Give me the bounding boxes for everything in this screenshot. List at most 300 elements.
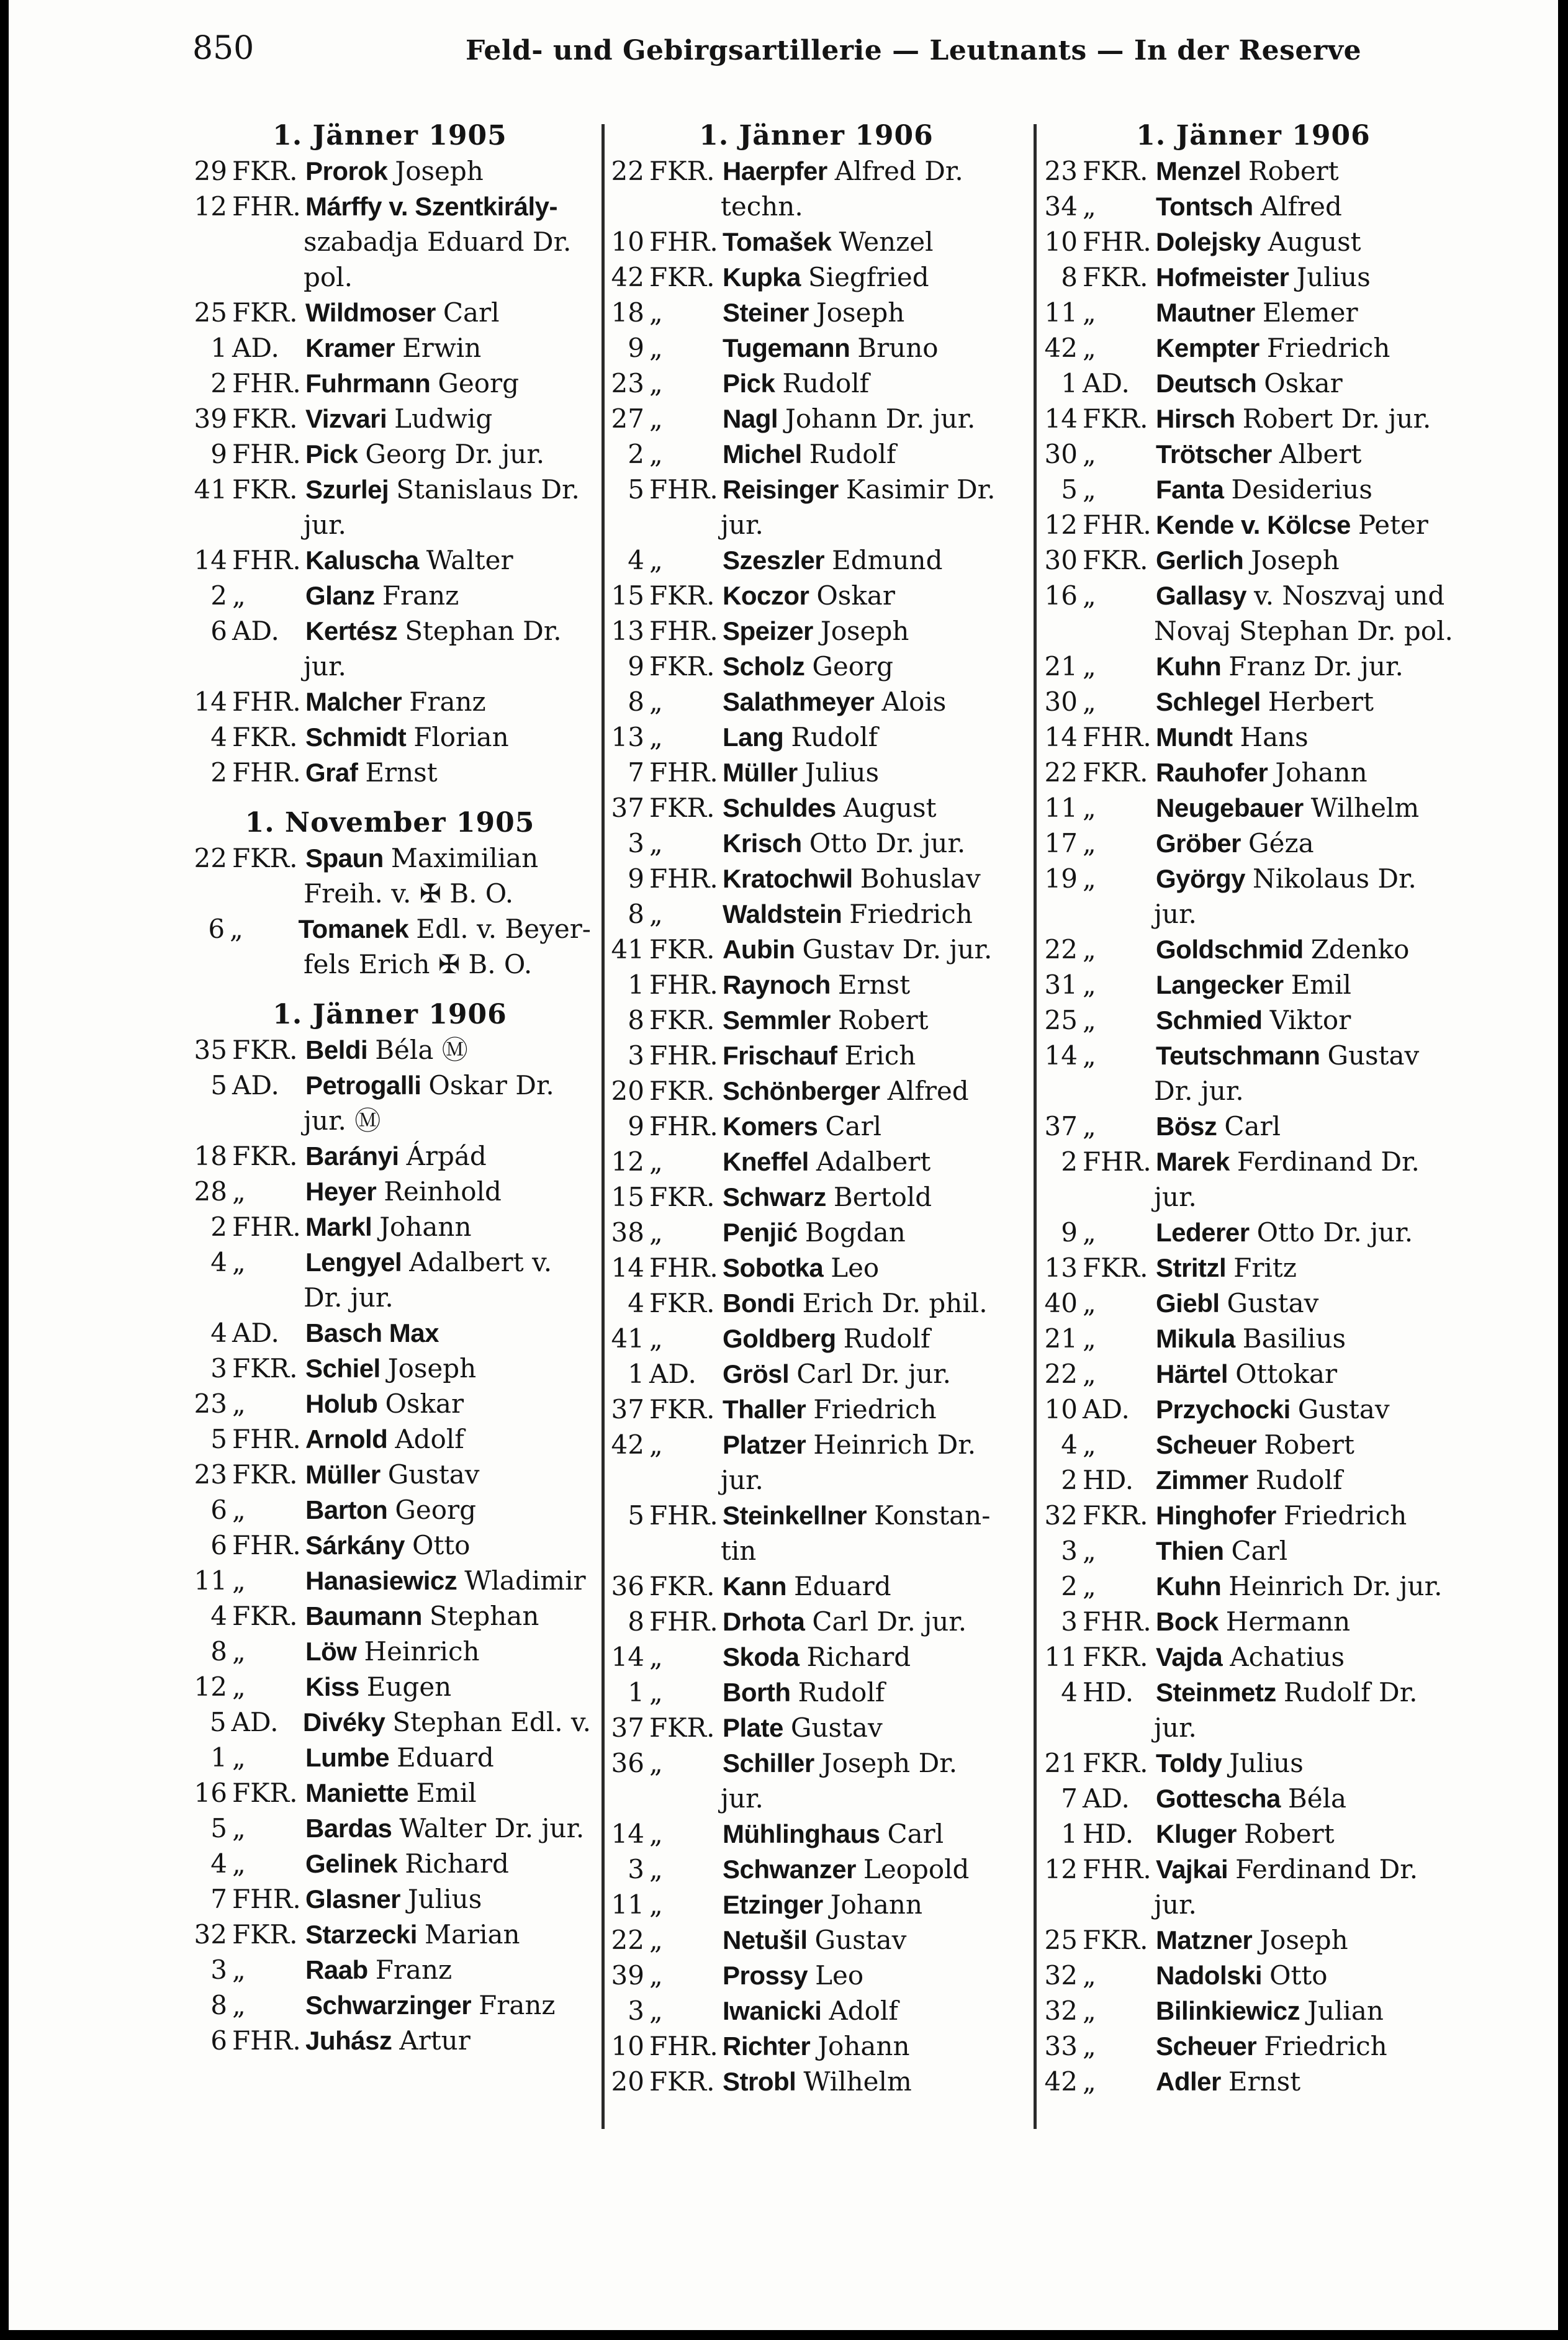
roster-entry [1039,401,1467,436]
officer-given-name: Joseph Dr. [821,1748,958,1778]
regiment-number: 2 [628,439,644,469]
regiment-number: 12 [611,1146,644,1177]
officer-given-name: Rudolf [843,1323,930,1354]
unit-abbreviation: FKR. [1083,1500,1148,1531]
officer-given-name: Erwin [402,333,482,363]
officer-surname: Zimmer [1156,1465,1248,1495]
regiment-number: 6 [210,616,227,646]
unit-abbreviation: FKR. [649,1182,715,1212]
roster-entry [606,1179,1027,1215]
officer-surname: Petrogalli [305,1071,421,1100]
officer-surname: Lengyel [305,1248,402,1277]
regiment-number: 2 [210,580,227,611]
roster-entry [189,295,591,330]
officer-surname: Malcher [305,687,402,716]
officer-given-name: Emil [1291,970,1351,1000]
roster-entry [1039,1922,1467,1958]
officer-surname: Borth [723,1678,791,1707]
unit-abbreviation: FHR. [649,1500,718,1531]
officer-surname: Steinmetz [1156,1678,1276,1707]
roster-entry [189,1244,591,1280]
regiment-number: 27 [611,403,644,434]
officer-surname: Prossy [723,1961,808,1990]
unit-abbreviation: HD. [1083,1465,1134,1495]
regiment-number: 11 [194,1565,227,1596]
officer-surname: Divéky [302,1708,385,1737]
unit-abbreviation: „ [649,828,663,858]
unit-abbreviation: FHR. [1083,722,1151,752]
officer-surname: György [1156,864,1246,893]
officer-given-name: Rudolf Dr. [1283,1677,1418,1708]
unit-abbreviation: „ [1083,934,1096,965]
regiment-number: 30 [1044,439,1078,469]
officer-given-name: Joseph [387,1353,477,1384]
unit-abbreviation: „ [1083,793,1096,823]
regiment-number: 15 [611,580,644,611]
roster-entry [189,436,591,472]
officer-given-name: Georg Dr. jur. [365,439,545,469]
roster-entry [189,1351,591,1386]
roster-entry [1039,1462,1467,1498]
unit-abbreviation: FKR. [649,262,715,292]
roster-entry [189,1492,591,1528]
unit-abbreviation: AD. [232,1070,279,1100]
regiment-number: 41 [611,934,644,965]
roster-entry [189,1987,591,2023]
roster-column-3 [1039,118,1467,2099]
officer-surname: Márffy v. Szentkirály- [305,192,558,221]
unit-abbreviation: „ [230,914,243,944]
roster-entry [1039,1568,1467,1604]
officer-surname: Gallasy [1156,581,1246,610]
roster-entry [606,896,1027,932]
roster-entry [1039,2064,1467,2099]
officer-given-name: Oskar Dr. [428,1070,554,1100]
officer-given-name [557,189,565,224]
entry-continuation: jur. [1154,1889,1197,1920]
officer-given-name: Gustav [814,1925,907,1955]
roster-entry [1039,189,1467,224]
unit-abbreviation: „ [232,1955,246,1985]
regiment-number: 6 [210,1495,227,1525]
entry-continuation: Freih. v. ✠ B. O. [304,878,514,909]
unit-abbreviation: FHR. [232,2025,301,2056]
officer-given-name: Joseph [820,616,909,646]
regiment-number: 20 [611,1076,644,1106]
officer-given-name: Georg [395,1495,476,1525]
officer-surname: Starzecki [305,1920,417,1949]
unit-abbreviation: AD. [1083,1783,1130,1814]
officer-surname: Schönberger [723,1076,880,1105]
unit-abbreviation: FHR. [1083,227,1151,257]
entry-continuation: pol. [304,262,353,292]
unit-abbreviation: FKR. [232,843,298,873]
regiment-number: 18 [611,297,644,328]
roster-entry [189,1952,591,1987]
roster-entry [606,1285,1027,1321]
officer-surname: Langecker [1156,970,1284,999]
officer-surname: Heyer [305,1177,377,1206]
regiment-number: 14 [611,1253,644,1283]
roster-entry [606,755,1027,790]
roster-entry [606,1745,1027,1781]
officer-surname: Lederer [1156,1218,1250,1247]
unit-abbreviation: „ [1083,191,1096,222]
unit-abbreviation: FHR. [649,1111,718,1141]
roster-entry [1039,1852,1467,1887]
unit-abbreviation: FKR. [232,1778,298,1808]
officer-given-name: Robert [1248,156,1339,186]
officer-surname: Fanta [1156,475,1224,504]
unit-abbreviation: „ [1083,1996,1096,2026]
roster-entry [1039,1356,1467,1392]
officer-surname: Kann [723,1572,786,1601]
roster-entry [606,613,1027,649]
regiment-number: 42 [1044,2066,1078,2097]
officer-given-name: Desiderius [1231,474,1372,505]
roster-entry [189,1386,591,1421]
roster-entry [606,1887,1027,1922]
officer-given-name: Carl [443,297,500,328]
regiment-number: 1 [628,970,644,1000]
officer-surname: Hofmeister [1156,263,1289,292]
officer-given-name: Adolf [829,1996,898,2026]
officer-given-name: Árpád [406,1141,487,1171]
roster-entry [189,401,591,436]
officer-surname: Skoda [723,1642,800,1672]
officer-given-name: Nikolaus Dr. [1253,863,1417,894]
officer-given-name: Otto Dr. jur. [1256,1217,1413,1248]
unit-abbreviation: FKR. [649,580,715,611]
officer-surname: Kramer [305,333,395,362]
officer-given-name: Béla Ⓜ [375,1035,468,1065]
roster-entry [606,1498,1027,1533]
roster-entry [189,330,591,366]
roster-entry [189,1917,591,1952]
regiment-number: 11 [1044,297,1078,328]
unit-abbreviation: „ [649,1960,663,1991]
unit-abbreviation: „ [232,1813,246,1843]
unit-abbreviation: FKR. [232,1035,298,1065]
officer-given-name: Johann [1275,757,1367,788]
unit-abbreviation: „ [1083,1571,1096,1601]
officer-given-name: Friedrich [1264,2031,1387,2061]
regiment-number: 37 [611,1394,644,1424]
roster-entry [606,295,1027,330]
regiment-number: 32 [1044,1500,1078,1531]
section-date-heading: 1. November 1905 [245,807,535,839]
officer-given-name: Julius [804,757,880,788]
roster-entry [606,1250,1027,1285]
officer-surname: Mikula [1156,1324,1235,1353]
officer-surname: Michel [723,439,802,469]
unit-abbreviation: FHR. [1083,1854,1151,1884]
officer-surname: Teutschmann [1156,1041,1320,1070]
officer-surname: Schuldes [723,793,836,822]
officer-surname: Löw [305,1637,357,1666]
section-date-heading: 1. Jänner 1906 [699,120,934,151]
unit-abbreviation: AD. [231,1707,279,1737]
regiment-number: 9 [1061,1217,1078,1248]
roster-entry [606,2064,1027,2099]
officer-surname: Müller [723,758,798,787]
unit-abbreviation: AD. [232,616,279,646]
unit-abbreviation: FKR. [649,1712,715,1743]
unit-abbreviation: FKR. [232,156,298,186]
unit-abbreviation: FKR. [1083,1642,1148,1672]
unit-abbreviation: FHR. [649,757,718,788]
roster-entry [1039,826,1467,861]
roster-entry [606,1639,1027,1675]
regiment-number: 7 [210,1884,227,1914]
roster-entry [1039,472,1467,507]
unit-abbreviation: AD. [232,333,279,363]
unit-abbreviation: AD. [232,1318,279,1348]
column-divider [1034,124,1037,2129]
unit-abbreviation: „ [649,1217,663,1248]
officer-given-name: Otto [412,1530,471,1560]
officer-surname: Kuhn [1156,1572,1222,1601]
officer-given-name: Basilius [1242,1323,1346,1354]
roster-entry [1039,1745,1467,1781]
regiment-number: 5 [210,1070,227,1100]
entry-continuation: jur. [304,651,346,682]
officer-given-name: Richard [806,1642,911,1672]
unit-abbreviation: „ [649,1642,663,1672]
officer-given-name: Carl [1224,1111,1281,1141]
officer-given-name: Adolf [395,1424,464,1454]
unit-abbreviation: FKR. [649,2066,715,2097]
officer-surname: Tomašek [723,227,832,256]
officer-surname: Trötscher [1156,439,1272,469]
regiment-number: 30 [1044,545,1078,575]
officer-surname: Steinkellner [723,1501,867,1530]
officer-given-name: Herbert [1268,686,1374,717]
officer-given-name: Joseph [1251,545,1340,575]
regiment-number: 9 [628,333,644,363]
officer-surname: Koczor [723,581,809,610]
officer-surname: Müller [305,1460,381,1489]
unit-abbreviation: „ [232,1848,246,1879]
officer-surname: Wildmoser [305,298,436,327]
unit-abbreviation: „ [649,1996,663,2026]
roster-entry [1039,932,1467,967]
regiment-number: 13 [611,616,644,646]
unit-abbreviation: „ [649,1677,663,1708]
unit-abbreviation: FKR. [232,1601,298,1631]
officer-surname: Glasner [305,1884,400,1914]
officer-given-name: Gustav [1227,1288,1319,1318]
officer-given-name: Ludwig [394,403,493,434]
officer-given-name: Stephan Edl. v. [392,1707,591,1737]
officer-surname: Hinghofer [1156,1501,1276,1530]
roster-entry [189,2023,591,2058]
officer-given-name: Richard [405,1848,509,1879]
officer-surname: Komers [723,1112,818,1141]
roster-entry [189,542,591,578]
unit-abbreviation: „ [1083,1429,1096,1460]
unit-abbreviation: „ [232,1176,246,1207]
roster-entry [1039,967,1467,1002]
unit-abbreviation: FKR. [232,297,298,328]
officer-given-name: Alfred Dr. [834,156,963,186]
unit-abbreviation: „ [649,368,663,398]
unit-abbreviation: FKR. [649,1005,715,1035]
officer-given-name: Ferdinand Dr. [1237,1146,1420,1177]
roster-entry [189,578,591,613]
unit-abbreviation: „ [232,1565,246,1596]
officer-given-name: Bertold [833,1182,932,1212]
unit-abbreviation: FKR. [1083,262,1148,292]
roster-entry [606,719,1027,755]
regiment-number: 6 [210,1530,227,1560]
unit-abbreviation: FHR. [232,1424,301,1454]
unit-abbreviation: FHR. [1083,1146,1151,1177]
officer-given-name: Joseph [816,297,905,328]
officer-given-name: Ernst [365,757,438,788]
officer-surname: Kuhn [1156,652,1222,681]
regiment-number: 25 [1044,1925,1078,1955]
officer-given-name: Rudolf [1255,1465,1343,1495]
roster-entry [189,911,591,947]
officer-given-name: Carl [887,1819,944,1849]
regiment-number: 2 [210,1212,227,1242]
roster-entry [189,1528,591,1563]
unit-abbreviation: FKR. [1083,156,1148,186]
roster-entry [606,649,1027,684]
roster-entry [606,1710,1027,1745]
officer-surname: Frischauf [723,1041,837,1070]
roster-entry [189,1138,591,1174]
regiment-number: 21 [1044,1323,1078,1354]
roster-entry [606,472,1027,507]
unit-abbreviation: FHR. [232,545,301,575]
officer-given-name: Gustav Dr. jur. [802,934,993,965]
roster-entry [606,1604,1027,1639]
officer-given-name: Maximilian [390,843,539,873]
regiment-number: 5 [210,1424,227,1454]
officer-surname: Schmidt [305,722,407,752]
regiment-number: 11 [1044,1642,1078,1672]
roster-entry [606,330,1027,366]
roster-entry [189,153,591,189]
regiment-number: 5 [628,474,644,505]
officer-surname: Hanasiewicz [305,1566,457,1595]
regiment-number: 34 [1044,191,1078,222]
officer-given-name: Robert [1264,1429,1354,1460]
roster-entry [189,755,591,790]
unit-abbreviation: FHR. [649,863,718,894]
officer-given-name: Friedrich [1266,333,1390,363]
officer-surname: Kratochwil [723,864,853,893]
entry-continuation: tin [721,1536,757,1566]
roster-entry [189,1704,591,1740]
unit-abbreviation: „ [1083,828,1096,858]
regiment-number: 37 [611,793,644,823]
unit-abbreviation: FKR. [1083,1748,1148,1778]
unit-abbreviation: „ [649,1748,663,1778]
regiment-number: 3 [1061,1606,1078,1637]
roster-entry [606,861,1027,896]
unit-abbreviation: FHR. [1083,510,1151,540]
regiment-number: 5 [628,1500,644,1531]
regiment-number: 1 [1061,368,1078,398]
unit-abbreviation: FKR. [649,1076,715,1106]
roster-entry [606,1816,1027,1852]
unit-abbreviation: „ [232,1495,246,1525]
roster-entry [189,719,591,755]
unit-abbreviation: FKR. [232,403,298,434]
officer-given-name: Gustav [1297,1394,1390,1424]
officer-given-name: Leopold [863,1854,970,1884]
unit-abbreviation: „ [232,1990,246,2020]
entry-continuation: jur. [304,510,346,540]
regiment-number: 6 [210,2025,227,2056]
regiment-number: 41 [611,1323,644,1354]
regiment-number: 16 [194,1778,227,1808]
regiment-number: 11 [1044,793,1078,823]
unit-abbreviation: „ [1083,1005,1096,1035]
officer-surname: Bardas [305,1814,392,1843]
regiment-number: 8 [628,1005,644,1035]
officer-surname: Schiel [305,1354,381,1383]
roster-entry [606,1215,1027,1250]
entry-continuation: Dr. jur. [304,1282,394,1313]
regiment-number: 10 [611,227,644,257]
regiment-number: 2 [1061,1465,1078,1495]
roster-entry [1039,719,1467,755]
page-number: 850 [192,30,255,67]
roster-entry [1039,1427,1467,1462]
entry-continuation: fels Erich ✠ B. O. [304,949,533,979]
officer-surname: Goldberg [723,1324,836,1353]
regiment-number: 13 [1044,1253,1078,1283]
officer-surname: Scholz [723,652,805,681]
officer-surname: Aubin [723,935,795,964]
roster-entry [1039,2028,1467,2064]
officer-surname: Glanz [305,581,375,610]
officer-surname: Strobl [723,2067,796,2096]
unit-abbreviation: FKR. [232,1353,298,1384]
officer-surname: Schiller [723,1748,814,1778]
officer-given-name: Joseph [395,156,484,186]
regiment-number: 39 [611,1960,644,1991]
unit-abbreviation: „ [1083,970,1096,1000]
unit-abbreviation: „ [649,1819,663,1849]
officer-given-name: Oskar [385,1388,464,1419]
officer-surname: Iwanicki [723,1996,822,2025]
officer-surname: Härtel [1156,1359,1228,1388]
officer-given-name: Peter [1358,510,1428,540]
officer-surname: Schlegel [1156,687,1261,716]
page-header [9,30,1558,79]
regiment-number: 7 [1061,1783,1078,1814]
regiment-number: 14 [1044,1040,1078,1071]
entry-continuation: jur. Ⓜ [304,1105,381,1136]
officer-given-name: Stephan Dr. [405,616,562,646]
officer-surname: Kertész [305,616,398,646]
unit-abbreviation: FKR. [232,722,298,752]
officer-given-name: Ottokar [1235,1359,1338,1389]
unit-abbreviation: „ [232,1742,246,1773]
officer-given-name: Erich [844,1040,916,1071]
regiment-number: 22 [194,843,227,873]
officer-given-name: Bogdan [804,1217,906,1248]
officer-given-name: Adalbert [816,1146,931,1177]
unit-abbreviation: HD. [1083,1677,1134,1708]
officer-given-name: Walter [426,545,513,575]
officer-surname: Maniette [305,1778,409,1807]
